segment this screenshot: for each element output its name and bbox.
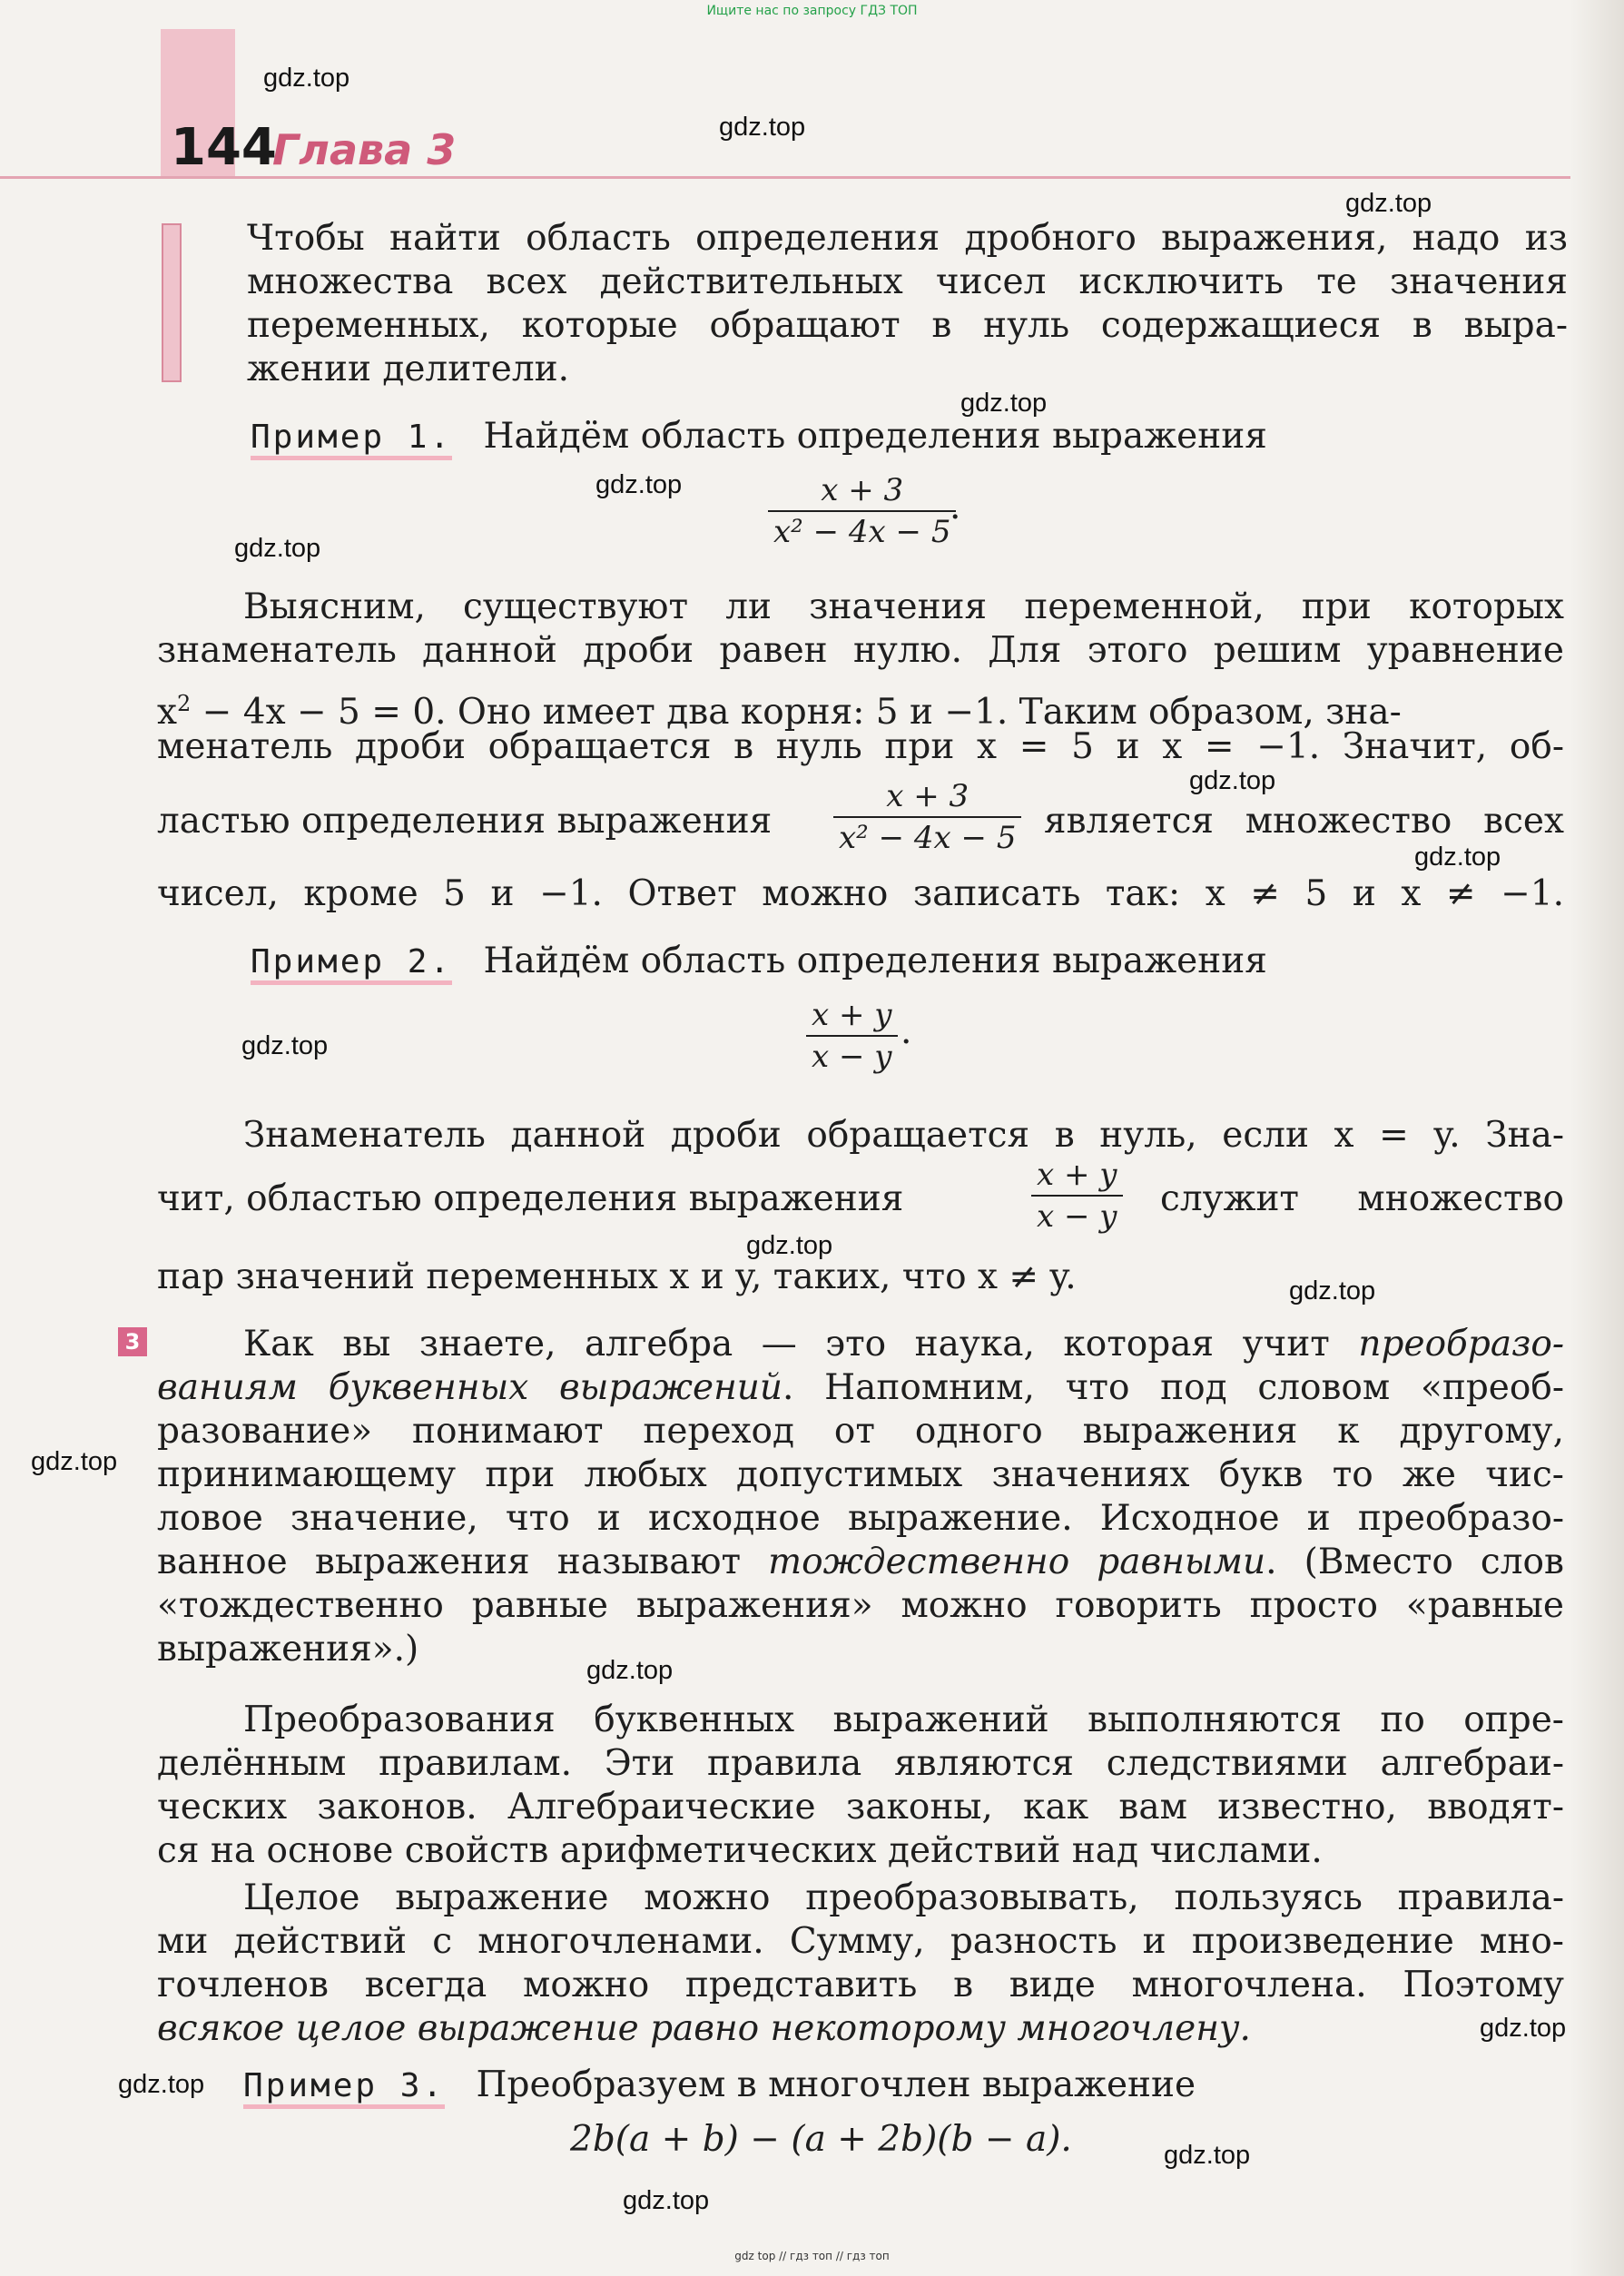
text-italic: всякое целое выражение равно некоторому многочлену. [157,2008,1251,2049]
watermark: gdz.top [1189,766,1276,795]
text-line [157,1367,1564,1409]
fraction-2-period: . [901,1011,912,1052]
text-line: чит, областью определения выражения [157,1178,904,1219]
example-3-text: Преобразуем в многочлен выражение [476,2064,1196,2105]
footer-note: gdz top // гдз топ // гдз топ [734,2250,890,2262]
text-line: ческих законов. Алгебраические законы, как вам известно, вводят- [157,1787,1564,1828]
example-3-expression: 2b(a + b) − (a + 2b)(b − a). [570,2119,1072,2160]
text-superscript: 2 [177,691,192,716]
text-italic: преобразо- [1358,1324,1564,1365]
text-line: ся на основе свойств арифметических действий над числами. [157,1830,1323,1871]
text-line: множества всех действительных чисел исключить те значения [247,261,1568,302]
text-line: жении делители. [247,349,570,389]
text-line: Целое выражение можно преобразовывать, пользуясь правила- [243,1877,1564,1918]
text-span: − 4x − 5 = 0. Оно имеет два корня: 5 и −1. Таким образом, зна- [191,692,1402,733]
text-italic: тождественно равными [768,1542,1266,1582]
text-line: знаменатель данной дроби равен нулю. Для этого решим уравнение [157,630,1564,671]
text-italic: ваниям буквенных выражений [157,1367,782,1408]
text-line: менатель дроби обращается в нуль при x = 5 и x = −1. Значит, об- [157,726,1564,767]
watermark: gdz.top [234,534,321,563]
text-line: делённым правилам. Эти правила являются следствиями алгебраи- [157,1743,1564,1784]
search-hint: Ищите нас по запросу ГДЗ ТОП [706,4,918,18]
text-line: принимающему при любых допустимых значениях букв то же чис- [157,1454,1564,1495]
text-span: x [157,692,177,733]
fraction-1-inline-numerator: x + 3 [886,778,969,814]
text-line: Знаменатель данной дроби обращается в нуль, если x = y. Зна- [243,1115,1564,1156]
example-2-text: Найдём область определения выражения [483,941,1267,981]
fraction-2-inline-numerator: x + y [1037,1157,1117,1193]
fraction-1-inline-denominator: x² − 4x − 5 [833,816,1021,858]
text-line [157,2008,1251,2050]
text-line: является множество всех [1044,801,1564,842]
text-span: . Напомним, что под словом «преоб- [782,1367,1565,1408]
fraction-1-inline [833,776,1021,858]
watermark: gdz.top [1480,2014,1567,2043]
text-line: гочленов всегда можно представить в виде многочлена. Поэтому [157,1965,1564,2005]
section-badge: 3 [118,1327,147,1356]
example-3-heading [243,2064,1196,2107]
text-line [157,1542,1564,1583]
text-line: разование» понимают переход от одного выражения к другому, [157,1411,1564,1452]
page-number: 144 [171,118,277,177]
fraction-1-numerator: x + 3 [821,472,904,508]
text-line: чисел, кроме 5 и −1. Ответ можно записать так: x ≠ 5 и x ≠ −1. [157,873,1564,914]
watermark: gdz.top [1414,842,1501,872]
example-2-heading [251,941,1267,983]
text-line: переменных, которые обращают в нуль содержащиеся в выра- [247,305,1568,346]
watermark: gdz.top [1164,2141,1251,2170]
example-1-heading [251,416,1267,458]
text-span: . (Вместо слов [1265,1542,1564,1582]
watermark: gdz.top [586,1656,674,1685]
text-line: пар значений переменных x и y, таких, что x ≠ y. [157,1256,1077,1297]
text-line: ластью определения выражения [157,801,773,842]
example-1-text: Найдём область определения выражения [483,416,1267,457]
text-line [243,1324,1564,1365]
watermark: gdz.top [263,64,350,93]
example-1-label: Пример 1. [251,419,452,460]
text-line: Чтобы найти область определения дробного выражения, надо из [247,218,1568,259]
rule-marker [162,223,182,382]
text-line: «тождественно равные выражения» можно говорить просто «равные [157,1585,1564,1626]
example-3-label: Пример 3. [243,2067,445,2109]
watermark: gdz.top [719,113,806,142]
fraction-1 [768,470,956,552]
text-span: ванное выражения называют [157,1542,769,1582]
fraction-2 [806,995,898,1077]
watermark: gdz.top [1345,189,1432,218]
watermark: gdz.top [960,389,1048,418]
chapter-title: Глава 3 [272,125,457,174]
text-line: Выясним, существуют ли значения переменной, при которых [243,586,1564,627]
watermark: gdz.top [595,470,683,499]
fraction-2-denominator: x − y [806,1035,898,1077]
fraction-1-denominator: x² − 4x − 5 [768,510,956,552]
watermark: gdz.top [31,1447,118,1476]
watermark: gdz.top [118,2070,205,2099]
watermark: gdz.top [623,2186,710,2215]
text-line: Преобразования буквенных выражений выполняются по опре- [243,1700,1564,1740]
example-2-label: Пример 2. [251,943,452,985]
page-edge-shadow [1570,0,1624,2276]
fraction-1-period: . [950,487,961,527]
watermark: gdz.top [746,1231,833,1260]
fraction-2-inline [1031,1155,1123,1237]
fraction-2-numerator: x + y [812,997,892,1033]
watermark: gdz.top [241,1031,329,1060]
text-line: служит множество [1160,1178,1564,1219]
text-line: ловое значение, что и исходное выражение. Исходное и преобразо- [157,1498,1564,1539]
fraction-2-inline-denominator: x − y [1031,1195,1123,1237]
text-line: выражения».) [157,1629,419,1670]
text-span: Как вы знаете, алгебра — это наука, которая учит [243,1324,1359,1365]
watermark: gdz.top [1289,1276,1376,1305]
text-line: ми действий с многочленами. Сумму, разность и произведение мно- [157,1921,1564,1962]
